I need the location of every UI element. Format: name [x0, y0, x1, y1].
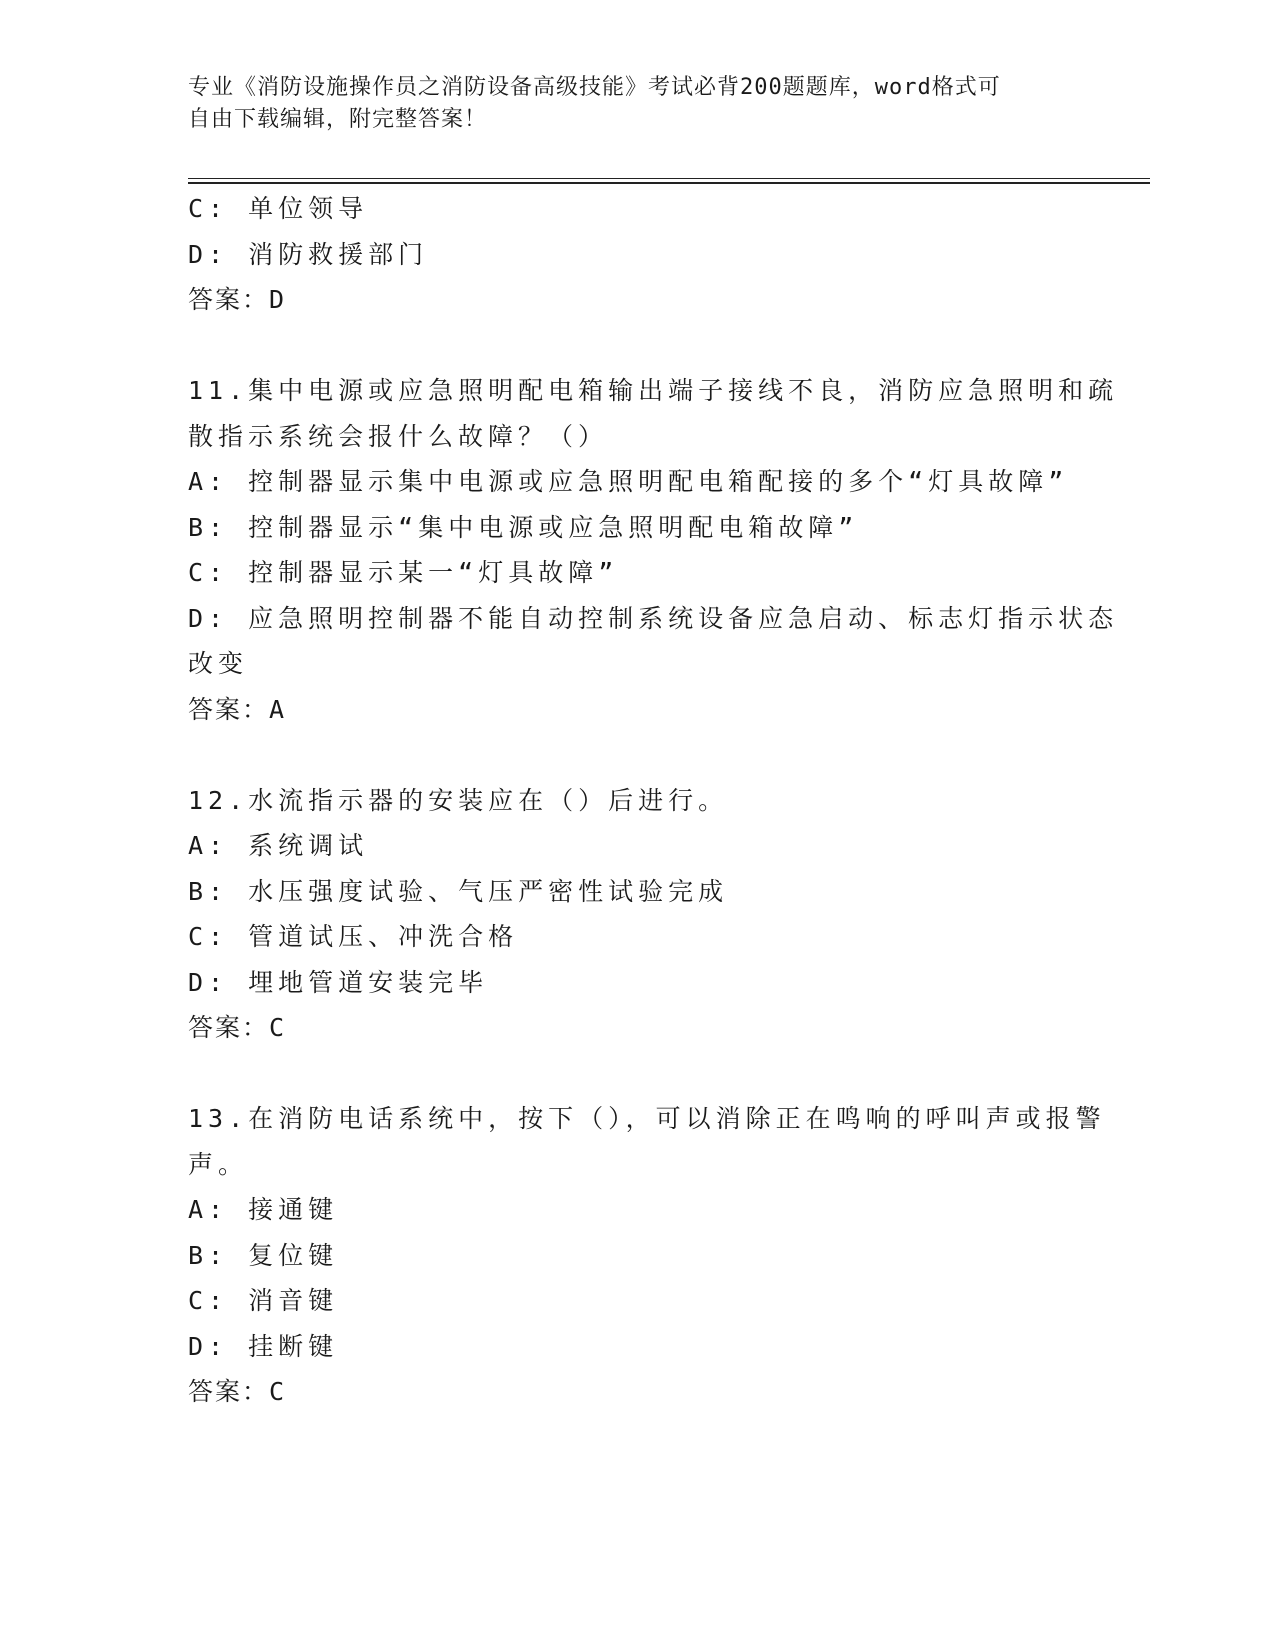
- question-11: [188, 368, 1119, 732]
- answer: 答案：C: [188, 1377, 287, 1406]
- spacer: [188, 323, 1088, 369]
- question-13: [188, 1096, 1106, 1415]
- document-body: [188, 186, 1119, 1415]
- option-a: A: 系统调试: [188, 831, 369, 860]
- question-stem-line: 13.在消防电话系统中，按下（），可以消除正在鸣响的呼叫声或报警: [188, 1104, 1106, 1133]
- spacer: [188, 732, 1088, 778]
- question-stem-line: 散指示系统会报什么故障？（）: [188, 421, 609, 451]
- option-c: C: 消音键: [188, 1286, 339, 1315]
- option-c: C: 控制器显示某一“灯具故障”: [188, 558, 619, 587]
- option-a: A: 接通键: [188, 1195, 339, 1224]
- header-line-2: 自由下载编辑，附完整答案！: [188, 107, 488, 132]
- question-stem-line: 12.水流指示器的安装应在（）后进行。: [188, 785, 729, 815]
- header-line-1: 专业《消防设施操作员之消防设备高级技能》考试必背200题题库，word格式可: [188, 75, 1001, 100]
- option-d-continued: 改变: [188, 649, 249, 678]
- question-stem-line: 声。: [188, 1149, 249, 1179]
- option-b: B: 控制器显示“集中电源或应急照明配电箱故障”: [188, 512, 859, 542]
- option-d: D: 应急照明控制器不能自动控制系统设备应急启动、标志灯指示状态: [188, 603, 1119, 633]
- header-divider-thick: [188, 182, 1150, 184]
- document-header: [188, 72, 1068, 136]
- answer: 答案：A: [188, 694, 287, 724]
- option-d: D: 埋地管道安装完毕: [188, 967, 489, 997]
- option-b: B: 水压强度试验、气压严密性试验完成: [188, 876, 729, 906]
- option-d: D: 消防救援部门: [188, 239, 429, 269]
- spacer: [188, 1051, 1088, 1097]
- option-b: B: 复位键: [188, 1240, 339, 1270]
- question-12: [188, 778, 1088, 1051]
- question-stem-line: 11.集中电源或应急照明配电箱输出端子接线不良，消防应急照明和疏: [188, 376, 1119, 405]
- option-c: C: 管道试压、冲洗合格: [188, 922, 519, 951]
- answer: 答案：D: [188, 285, 287, 314]
- prev-question: [188, 186, 1088, 323]
- header-divider-thin: [188, 178, 1150, 179]
- answer: 答案：C: [188, 1013, 287, 1042]
- option-c: C: 单位领导: [188, 194, 369, 223]
- option-a: A: 控制器显示集中电源或应急照明配电箱配接的多个“灯具故障”: [188, 467, 1069, 496]
- option-d: D: 挂断键: [188, 1331, 339, 1361]
